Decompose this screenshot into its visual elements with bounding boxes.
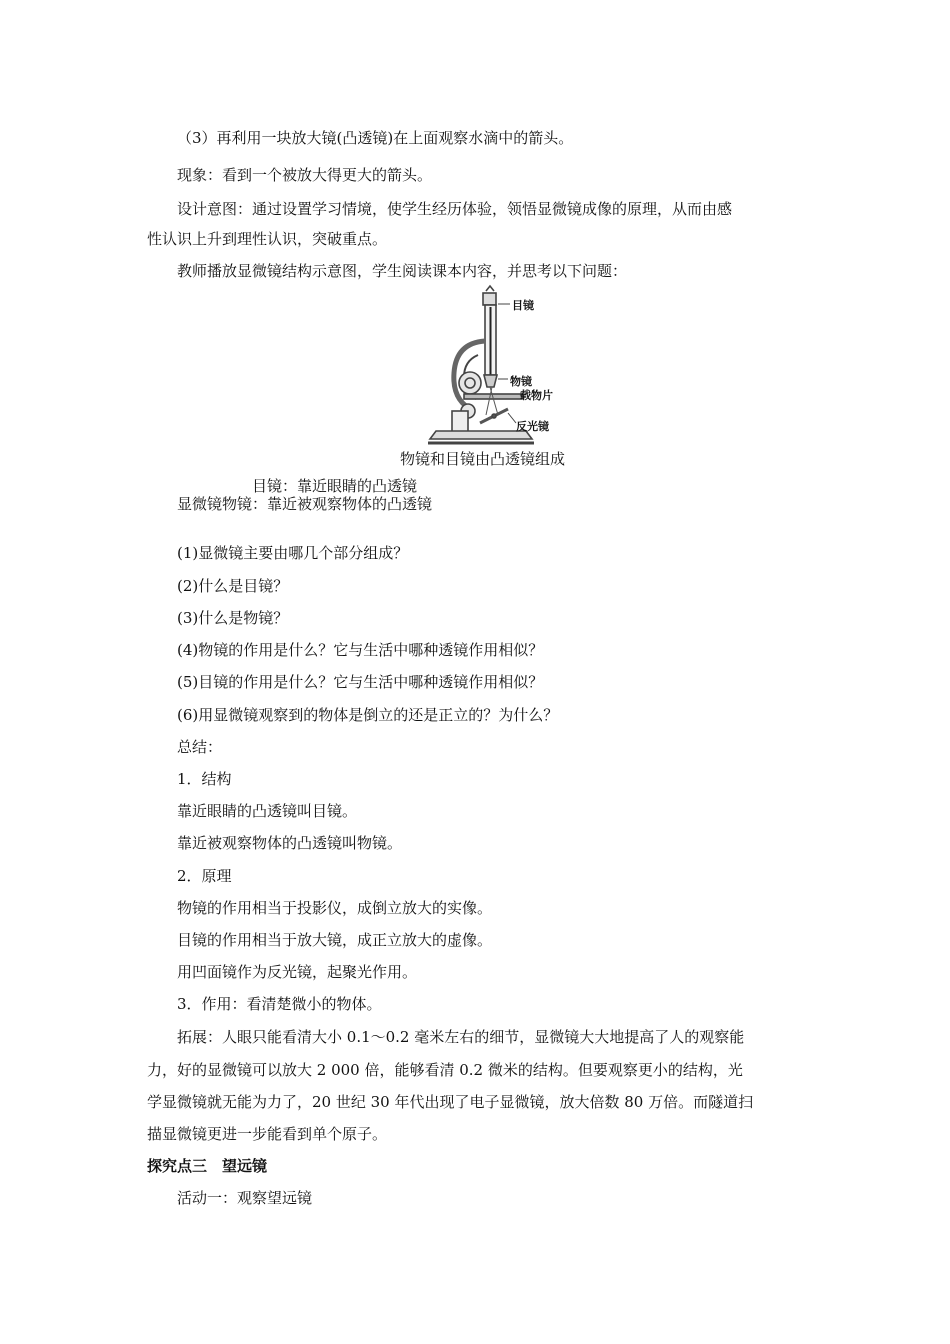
question-6: (6)用显微镜观察到的物体是倒立的还是正立的？为什么？: [177, 706, 559, 724]
question-4: (4)物镜的作用是什么？它与生活中哪种透镜作用相似？: [177, 641, 544, 659]
extension-line-2: 力，好的显微镜可以放大 2 000 倍，能够看清 0.2 微米的结构。但要观察更小的结构，光: [147, 1061, 743, 1079]
microscope-figure: [420, 283, 600, 453]
microscope-diagram: [420, 283, 600, 453]
paragraph-teacher: 教师播放显微镜结构示意图，学生阅读课本内容，并思考以下问题：: [177, 262, 628, 280]
extension-line-3: 学显微镜就无能为力了，20 世纪 30 年代出现了电子显微镜，放大倍数 80 万倍。而隧道扫: [147, 1093, 754, 1111]
paragraph-phenomenon: 现象：看到一个被放大得更大的箭头。: [177, 166, 433, 184]
summary-structure-1: 靠近眼睛的凸透镜叫目镜。: [177, 802, 358, 820]
summary-structure-heading: 1．结构: [177, 770, 232, 788]
question-1: (1)显微镜主要由哪几个部分组成？: [177, 544, 409, 562]
question-2: (2)什么是目镜？: [177, 577, 289, 595]
summary-title: 总结：: [177, 738, 223, 756]
paragraph-step3: （3）再利用一块放大镜(凸透镜)在上面观察水滴中的箭头。: [177, 129, 574, 147]
summary-principle-1: 物镜的作用相当于投影仪，成倒立放大的实像。: [177, 899, 493, 917]
extension-line-1: 拓展：人眼只能看清大小 0.1～0.2 毫米左右的细节，显微镜大大地提高了人的观察能: [177, 1028, 745, 1046]
question-5: (5)目镜的作用是什么？它与生活中哪种透镜作用相似？: [177, 673, 544, 691]
summary-structure-2: 靠近被观察物体的凸透镜叫物镜。: [177, 834, 403, 852]
section-activity: 活动一：观察望远镜: [177, 1189, 313, 1207]
figure-note-objective: 显微镜物镜：靠近被观察物体的凸透镜: [177, 495, 433, 513]
label-objective: 物镜: [510, 375, 532, 388]
summary-principle-3: 用凹面镜作为反光镜，起聚光作用。: [177, 963, 418, 981]
extension-line-4: 描显微镜更进一步能看到单个原子。: [147, 1125, 388, 1143]
figure-note-eyepiece: 目镜：靠近眼睛的凸透镜: [252, 477, 418, 495]
figure-caption: 物镜和目镜由凸透镜组成: [400, 450, 566, 468]
label-mirror: 反光镜: [516, 420, 549, 433]
summary-function: 3．作用：看清楚微小的物体。: [177, 995, 382, 1013]
summary-principle-heading: 2．原理: [177, 867, 232, 885]
question-3: (3)什么是物镜？: [177, 609, 289, 627]
summary-principle-2: 目镜的作用相当于放大镜，成正立放大的虚像。: [177, 931, 493, 949]
label-eyepiece: 目镜: [512, 299, 534, 312]
paragraph-design-intent: 设计意图：通过设置学习情境，使学生经历体验，领悟显微镜成像的原理，从而由感: [177, 200, 733, 218]
label-slide: 载物片: [520, 389, 553, 402]
section-heading: 探究点三 望远镜: [147, 1157, 268, 1175]
paragraph-design-intent-cont: 性认识上升到理性认识，突破重点。: [147, 230, 388, 248]
